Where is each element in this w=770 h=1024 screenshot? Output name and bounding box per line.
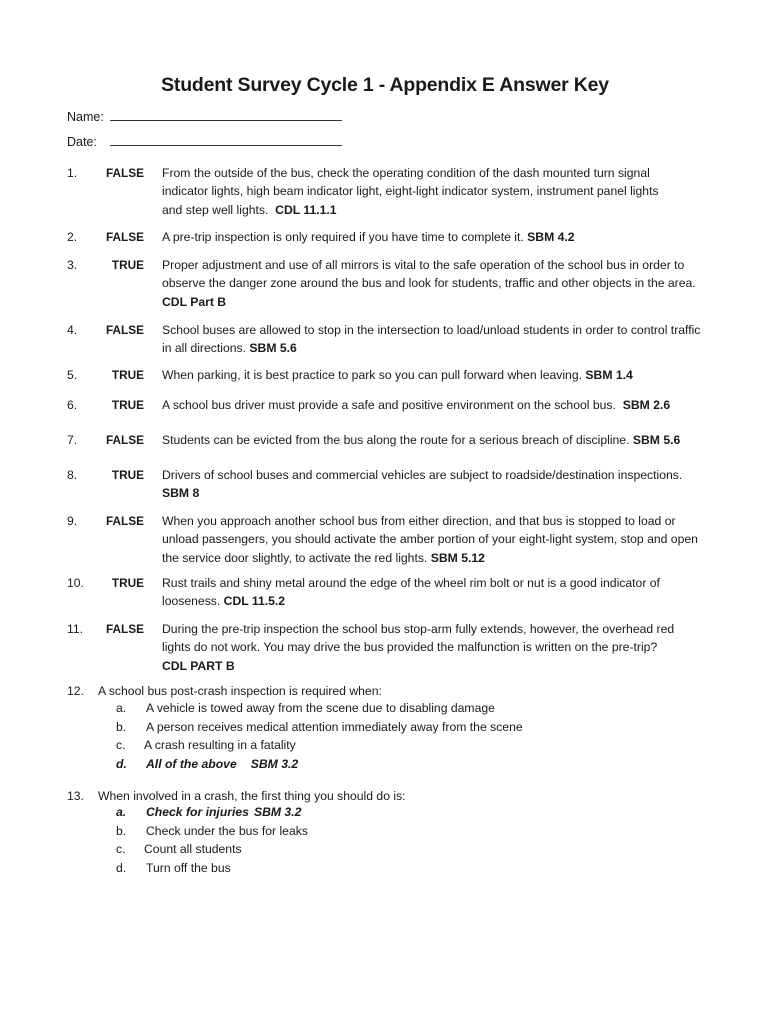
question-number: 6. xyxy=(67,398,78,412)
question-text: When you approach another school bus from either direction, and that bus is stopped to load or unload passengers, you should activate the amber portion of your eight-light system, stop and open the service door slightly, to activate the red lights. SBM 5.12 xyxy=(162,514,698,565)
option-letter: b. xyxy=(116,824,127,838)
date-field xyxy=(67,133,342,149)
reference: SBM 2.6 xyxy=(622,398,671,412)
question-number: 8. xyxy=(67,468,78,482)
question-text: Students can be evicted from the bus along the route for a serious breach of discipline. SBM 5.6 xyxy=(162,433,681,447)
question-number: 3. xyxy=(67,258,78,272)
option-text: All of the above SBM 3.2 xyxy=(146,757,299,771)
question-number: 5. xyxy=(67,368,78,382)
answer-label: TRUE xyxy=(111,576,144,590)
option-text: Check for injuries SBM 3.2 xyxy=(146,805,302,819)
question-number: 12. xyxy=(67,684,84,698)
option-letter: d. xyxy=(116,861,127,875)
question-number: 11. xyxy=(67,622,84,636)
question-number: 9. xyxy=(67,514,78,528)
question-stem: A school bus post-crash inspection is required when: xyxy=(98,684,382,698)
reference: SBM 3.2 xyxy=(250,757,299,771)
reference: SBM 3.2 xyxy=(253,805,302,819)
reference: SBM 1.4 xyxy=(585,368,633,382)
reference: SBM 8 xyxy=(162,486,200,501)
question-text: Rust trails and shiny metal around the edge of the wheel rim bolt or nut is a good indicator of looseness. CDL 11.5.2 xyxy=(162,576,660,609)
question-text: During the pre-trip inspection the school bus stop-arm fully extends, however, the overhead red lights do not work. You may drive the bus provided the malfunction is written on the pre-trip? CDL PART B xyxy=(162,622,675,673)
answer-label: FALSE xyxy=(105,323,144,337)
answer-label: FALSE xyxy=(105,166,144,180)
reference: SBM 5.6 xyxy=(632,433,681,447)
question-number: 2. xyxy=(67,230,78,244)
reference: CDL PART B xyxy=(162,658,235,673)
question-number: 13. xyxy=(67,789,84,803)
question-text: A pre-trip inspection is only required if you have time to complete it. SBM 4.2 xyxy=(162,230,575,244)
option-text: Count all students xyxy=(144,842,242,856)
question-text: Drivers of school buses and commercial vehicles are subject to roadside/destination inspections. SBM 8 xyxy=(162,468,683,501)
option-text: A vehicle is towed away from the scene due to disabling damage xyxy=(146,701,495,715)
option-text: Check under the bus for leaks xyxy=(146,824,308,838)
option-text: A crash resulting in a fatality xyxy=(144,738,296,752)
answer-label: TRUE xyxy=(111,468,144,482)
answer-label: TRUE xyxy=(111,368,144,382)
option-text: A person receives medical attention immediately away from the scene xyxy=(146,720,523,734)
answer-label: FALSE xyxy=(105,622,144,636)
question-text: Proper adjustment and use of all mirrors is vital to the safe operation of the school bus in order to observe the danger zone around the bus and look for students, traffic and other objects in the area. CDL Part B xyxy=(162,258,696,309)
option-letter: c. xyxy=(116,842,126,856)
question-text: From the outside of the bus, check the operating condition of the dash mounted turn signal indicator lights, high beam indicator light, eight-light indicator system, instrument panel lights and step well lights. CDL 11.1.1 xyxy=(162,166,659,217)
question-stem: When involved in a crash, the first thing you should do is: xyxy=(98,789,406,803)
option-text: Turn off the bus xyxy=(146,861,231,875)
question-number: 4. xyxy=(67,323,78,337)
answer-label: TRUE xyxy=(111,398,144,412)
name-blank-line[interactable] xyxy=(110,108,342,121)
option-letter: a. xyxy=(116,701,127,715)
question-number: 10. xyxy=(67,576,84,590)
answer-label: FALSE xyxy=(105,514,144,528)
question-number: 1. xyxy=(67,166,78,180)
question-text: When parking, it is best practice to park so you can pull forward when leaving. SBM 1.4 xyxy=(162,368,633,382)
question-text: School buses are allowed to stop in the intersection to load/unload students in order to control traffic in all directions. SBM 5.6 xyxy=(162,323,701,356)
page-title: Student Survey Cycle 1 - Appendix E Answer Key xyxy=(161,74,609,96)
reference: SBM 5.6 xyxy=(249,341,297,356)
reference: CDL Part B xyxy=(162,294,227,309)
reference: CDL 11.5.2 xyxy=(223,594,286,609)
reference: SBM 4.2 xyxy=(527,230,575,244)
name-field xyxy=(67,108,342,124)
question-number: 7. xyxy=(67,433,78,447)
option-letter: b. xyxy=(116,720,127,734)
option-letter: c. xyxy=(116,738,126,752)
date-label: Date: xyxy=(67,135,97,149)
answer-label: TRUE xyxy=(111,258,144,272)
option-letter: d. xyxy=(116,757,127,771)
reference: SBM 5.12 xyxy=(430,550,485,565)
reference: CDL 11.1.1 xyxy=(275,202,337,217)
name-label: Name: xyxy=(67,110,104,124)
option-letter: a. xyxy=(116,805,127,819)
date-blank-line[interactable] xyxy=(110,133,342,146)
answer-label: FALSE xyxy=(105,433,144,447)
answer-label: FALSE xyxy=(105,230,144,244)
question-text: A school bus driver must provide a safe and positive environment on the school bus. SBM 2.6 xyxy=(162,398,671,412)
